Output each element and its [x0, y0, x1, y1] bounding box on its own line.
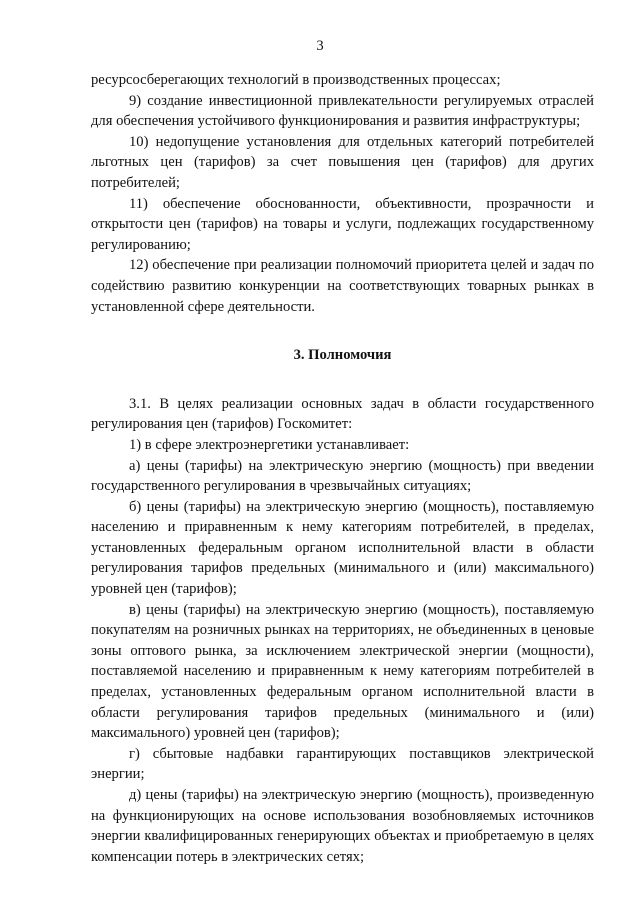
page-number: 3	[316, 38, 324, 54]
paragraph: д) цены (тарифы) на электрическую энергию (мощность), произведенную на функционирующих на основе использования возобновляемых источников энергии квалифицированных генерирующих объектах и приобретаемую в целях компенсации потерь в электрических сетях;	[91, 787, 594, 865]
document-body	[91, 70, 594, 867]
paragraph: б) цены (тарифы) на электрическую энергию (мощность), поставляемую населению и приравненным к нему категориям потребителей, в пределах, установленных федеральным органом исполнительной власти в области регулирования тарифов предельных (минимального и (или) максимального) уровней цен (тарифов);	[91, 498, 594, 598]
paragraph: в) цены (тарифы) на электрическую энергию (мощность), поставляемую покупателям на розничных рынках на территориях, не объединенных в ценовые зоны оптового рынка, за исключением электрической энергии (мощности), поставляемой населению и приравненным к нему категориям потребителей в пределах, установленных федеральным органом исполнительной власти в области регулирования тарифов предельных (минимального и (или) максимального) уровней цен (тарифов);	[91, 601, 594, 742]
paragraph: а) цены (тарифы) на электрическую энергию (мощность) при введении государственного регулирования в чрезвычайных ситуациях;	[91, 457, 594, 495]
paragraph: 11) обеспечение обоснованности, объективности, прозрачности и открытости цен (тарифов) на товары и услуги, подлежащих государственному регулированию;	[91, 195, 594, 253]
paragraphs-top	[91, 70, 594, 317]
paragraph: ресурсосберегающих технологий в производственных процессах;	[91, 72, 501, 88]
paragraph: 9) создание инвестиционной привлекательности регулируемых отраслей для обеспечения устойчивого функционирования и развития инфраструктуры;	[91, 92, 594, 130]
paragraph: 10) недопущение установления для отдельных категорий потребителей льготных цен (тарифов) за счет повышения цен (тарифов) для других потребителей;	[91, 133, 594, 191]
section-heading: 3. Полномочия	[293, 347, 392, 364]
paragraph: 1) в сфере электроэнергетики устанавливает:	[129, 436, 410, 453]
paragraph: г) сбытовые надбавки гарантирующих поставщиков электрической энергии;	[91, 745, 594, 783]
paragraph: 12) обеспечение при реализации полномочий приоритета целей и задач по содействию развитию конкуренции на соответствующих товарных рынках в установленной сфере деятельности.	[91, 257, 594, 315]
paragraph: 3.1. В целях реализации основных задач в области государственного регулирования цен (тарифов) Госкомитет:	[91, 395, 594, 433]
paragraphs-bottom	[91, 394, 594, 868]
